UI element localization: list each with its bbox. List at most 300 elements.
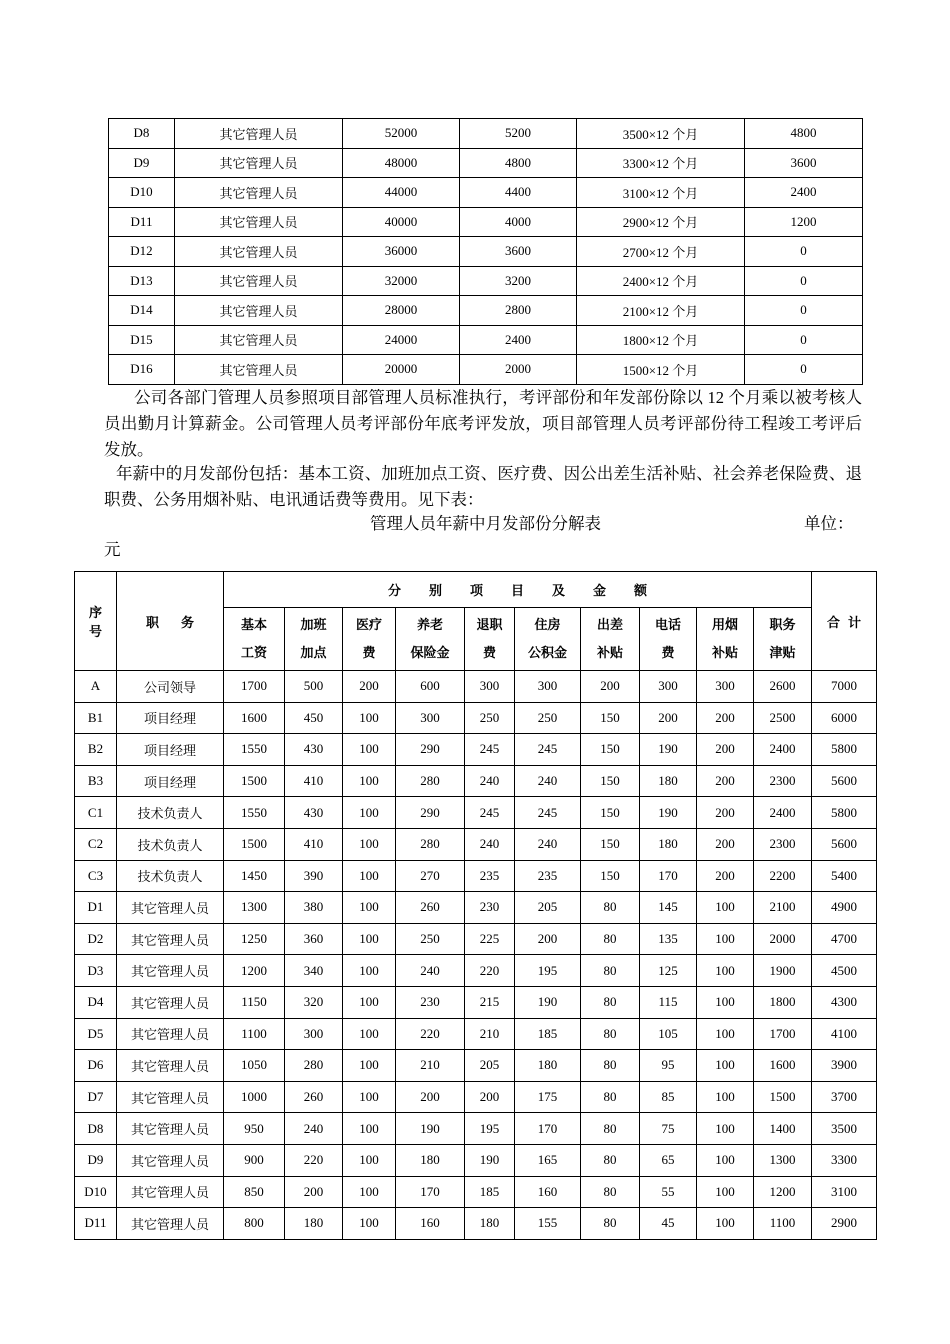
cell-amount: 100 <box>697 986 754 1018</box>
cell-amount: 245 <box>515 797 581 829</box>
cell-amount: 850 <box>224 1176 285 1208</box>
cell-role: 其它管理人员 <box>175 266 343 296</box>
cell-amount: 280 <box>396 765 465 797</box>
cell-amount: 100 <box>343 1081 396 1113</box>
cell-amount: 80 <box>581 986 640 1018</box>
cell-total: 4700 <box>812 923 877 955</box>
cell-code: C1 <box>75 797 117 829</box>
cell-amount: 200 <box>581 671 640 703</box>
header-total: 合计 <box>812 572 877 671</box>
header-item-line1: 退职 <box>476 617 503 632</box>
cell-amount: 245 <box>465 734 515 766</box>
header-item-line2: 公积金 <box>527 645 567 660</box>
cell-amount: 340 <box>285 955 343 987</box>
cell-code: B2 <box>75 734 117 766</box>
cell-code: D13 <box>109 266 175 296</box>
cell-amount: 100 <box>343 955 396 987</box>
cell-total: 5600 <box>812 828 877 860</box>
cell-amount: 380 <box>285 892 343 924</box>
cell-amount: 250 <box>396 923 465 955</box>
table-row <box>75 765 877 797</box>
cell-amount: 500 <box>285 671 343 703</box>
table-row <box>75 734 877 766</box>
cell-amount: 1550 <box>224 797 285 829</box>
header-item-line2: 费 <box>482 645 496 660</box>
table-row <box>75 1018 877 1050</box>
cell-amount: 250 <box>465 702 515 734</box>
cell-amount: 170 <box>396 1176 465 1208</box>
cell-amount: 240 <box>396 955 465 987</box>
cell-amount: 1500 <box>224 765 285 797</box>
cell-amount: 300 <box>465 671 515 703</box>
cell-amount: 100 <box>343 1113 396 1145</box>
cell-total: 4900 <box>812 892 877 924</box>
cell-amount: 1500 <box>754 1081 812 1113</box>
cell-monthly: 1500×12 个月 <box>577 355 745 385</box>
cell-assess: 3600 <box>460 237 577 267</box>
cell-amount: 200 <box>465 1081 515 1113</box>
header-item-line1: 住房 <box>534 617 561 632</box>
cell-amount: 100 <box>343 923 396 955</box>
cell-yearend: 0 <box>745 325 863 355</box>
cell-amount: 100 <box>697 955 754 987</box>
cell-annual: 20000 <box>343 355 460 385</box>
cell-amount: 125 <box>640 955 697 987</box>
cell-code: D12 <box>109 237 175 267</box>
paragraph-assessment-rules: 公司各部门管理人员参照项目部管理人员标准执行，考评部份和年发部份除以 12 个月乘以被考核人员出勤月计算薪金。公司管理人员考评部份年底考评发放，项目部管理人员考评部份待工程竣工考评后发放。 <box>104 388 862 459</box>
cell-role: 其它管理人员 <box>117 955 224 987</box>
cell-amount: 1100 <box>754 1208 812 1240</box>
cell-role: 项目经理 <box>117 702 224 734</box>
paragraph-monthly-components: 年薪中的月发部份包括：基本工资、加班加点工资、医疗费、因公出差生活补贴、社会养老保险费、退职费、公务用烟补贴、电讯通话费等费用。见下表： <box>104 464 862 509</box>
header-item-line1: 医疗 <box>355 617 382 632</box>
header-item-line2: 补贴 <box>711 645 738 660</box>
header-item-line2: 补贴 <box>596 645 623 660</box>
cell-code: D7 <box>75 1081 117 1113</box>
cell-amount: 205 <box>465 1050 515 1082</box>
table-row <box>75 1176 877 1208</box>
header-item <box>285 608 343 671</box>
header-item <box>640 608 697 671</box>
table-title: 管理人员年薪中月发部份分解表 <box>370 514 601 533</box>
cell-amount: 410 <box>285 765 343 797</box>
cell-amount: 280 <box>285 1050 343 1082</box>
cell-yearend: 0 <box>745 355 863 385</box>
cell-role: 其它管理人员 <box>117 1176 224 1208</box>
cell-amount: 100 <box>343 986 396 1018</box>
cell-amount: 300 <box>396 702 465 734</box>
cell-amount: 200 <box>697 734 754 766</box>
cell-amount: 1700 <box>754 1018 812 1050</box>
cell-amount: 100 <box>697 923 754 955</box>
cell-amount: 150 <box>581 702 640 734</box>
cell-amount: 205 <box>515 892 581 924</box>
cell-amount: 240 <box>465 828 515 860</box>
header-item-line1: 出差 <box>596 617 623 632</box>
cell-amount: 900 <box>224 1144 285 1176</box>
cell-amount: 600 <box>396 671 465 703</box>
cell-code: A <box>75 671 117 703</box>
cell-amount: 200 <box>396 1081 465 1113</box>
cell-amount: 1050 <box>224 1050 285 1082</box>
cell-amount: 1000 <box>224 1081 285 1113</box>
cell-total: 3900 <box>812 1050 877 1082</box>
cell-amount: 1200 <box>224 955 285 987</box>
cell-amount: 160 <box>515 1176 581 1208</box>
cell-monthly: 2400×12 个月 <box>577 266 745 296</box>
table-row <box>109 237 863 267</box>
cell-amount: 100 <box>343 828 396 860</box>
cell-amount: 200 <box>697 797 754 829</box>
cell-amount: 2300 <box>754 828 812 860</box>
table-row <box>75 702 877 734</box>
cell-amount: 180 <box>515 1050 581 1082</box>
cell-amount: 200 <box>697 702 754 734</box>
cell-amount: 1200 <box>754 1176 812 1208</box>
cell-role: 其它管理人员 <box>117 1208 224 1240</box>
cell-amount: 260 <box>285 1081 343 1113</box>
cell-monthly: 2700×12 个月 <box>577 237 745 267</box>
cell-amount: 280 <box>396 828 465 860</box>
header-seq: 序 号 <box>75 572 117 671</box>
cell-amount: 290 <box>396 797 465 829</box>
cell-amount: 200 <box>285 1176 343 1208</box>
cell-role: 技术负责人 <box>117 828 224 860</box>
cell-code: B1 <box>75 702 117 734</box>
cell-amount: 100 <box>343 1050 396 1082</box>
cell-role: 其它管理人员 <box>117 923 224 955</box>
cell-amount: 150 <box>581 797 640 829</box>
cell-total: 5800 <box>812 797 877 829</box>
cell-role: 公司领导 <box>117 671 224 703</box>
cell-amount: 200 <box>697 828 754 860</box>
table-row <box>109 119 863 149</box>
cell-monthly: 3500×12 个月 <box>577 119 745 149</box>
cell-amount: 245 <box>515 734 581 766</box>
cell-annual: 32000 <box>343 266 460 296</box>
cell-assess: 4000 <box>460 207 577 237</box>
cell-amount: 450 <box>285 702 343 734</box>
cell-total: 3300 <box>812 1144 877 1176</box>
cell-amount: 200 <box>640 702 697 734</box>
header-item-line2: 费 <box>661 645 675 660</box>
cell-amount: 1900 <box>754 955 812 987</box>
cell-code: D4 <box>75 986 117 1018</box>
cell-yearend: 1200 <box>745 207 863 237</box>
cell-amount: 135 <box>640 923 697 955</box>
cell-amount: 360 <box>285 923 343 955</box>
table-caption <box>104 511 854 537</box>
cell-code: D9 <box>75 1144 117 1176</box>
cell-yearend: 4800 <box>745 119 863 149</box>
cell-amount: 210 <box>396 1050 465 1082</box>
cell-amount: 145 <box>640 892 697 924</box>
salary-continuation-table <box>108 118 863 385</box>
table-row <box>109 266 863 296</box>
cell-role: 其它管理人员 <box>117 1050 224 1082</box>
cell-role: 其它管理人员 <box>117 1144 224 1176</box>
cell-amount: 320 <box>285 986 343 1018</box>
cell-amount: 100 <box>697 1018 754 1050</box>
cell-amount: 430 <box>285 797 343 829</box>
table-row <box>109 325 863 355</box>
unit-value: 元 <box>104 540 121 559</box>
cell-total: 2900 <box>812 1208 877 1240</box>
cell-amount: 1600 <box>754 1050 812 1082</box>
header-item-line1: 职务 <box>769 617 796 632</box>
cell-amount: 2100 <box>754 892 812 924</box>
cell-amount: 2600 <box>754 671 812 703</box>
cell-role: 其它管理人员 <box>175 325 343 355</box>
header-item-line2: 保险金 <box>410 645 450 660</box>
cell-amount: 175 <box>515 1081 581 1113</box>
cell-amount: 220 <box>285 1144 343 1176</box>
cell-code: D5 <box>75 1018 117 1050</box>
cell-amount: 150 <box>581 828 640 860</box>
cell-amount: 240 <box>515 828 581 860</box>
cell-assess: 4800 <box>460 148 577 178</box>
cell-amount: 55 <box>640 1176 697 1208</box>
cell-assess: 2400 <box>460 325 577 355</box>
cell-amount: 185 <box>465 1176 515 1208</box>
cell-role: 技术负责人 <box>117 860 224 892</box>
cell-amount: 105 <box>640 1018 697 1050</box>
cell-amount: 190 <box>465 1144 515 1176</box>
cell-amount: 100 <box>697 892 754 924</box>
cell-assess: 2000 <box>460 355 577 385</box>
cell-code: C2 <box>75 828 117 860</box>
cell-code: D9 <box>109 148 175 178</box>
cell-amount: 1250 <box>224 923 285 955</box>
cell-amount: 80 <box>581 923 640 955</box>
cell-amount: 170 <box>515 1113 581 1145</box>
cell-amount: 180 <box>396 1144 465 1176</box>
cell-amount: 100 <box>343 1176 396 1208</box>
cell-role: 其它管理人员 <box>175 355 343 385</box>
cell-amount: 1300 <box>754 1144 812 1176</box>
table-row <box>75 986 877 1018</box>
cell-amount: 1300 <box>224 892 285 924</box>
header-item <box>754 608 812 671</box>
header-item-line2: 津贴 <box>769 645 796 660</box>
cell-code: D16 <box>109 355 175 385</box>
table-row <box>109 178 863 208</box>
cell-amount: 1600 <box>224 702 285 734</box>
cell-total: 5600 <box>812 765 877 797</box>
cell-monthly: 1800×12 个月 <box>577 325 745 355</box>
cell-amount: 390 <box>285 860 343 892</box>
table-row <box>75 923 877 955</box>
cell-code: D10 <box>109 178 175 208</box>
cell-code: D8 <box>75 1113 117 1145</box>
table-row <box>109 148 863 178</box>
cell-amount: 250 <box>515 702 581 734</box>
cell-role: 其它管理人员 <box>117 986 224 1018</box>
cell-amount: 75 <box>640 1113 697 1145</box>
header-item <box>465 608 515 671</box>
cell-amount: 1700 <box>224 671 285 703</box>
cell-amount: 80 <box>581 955 640 987</box>
cell-monthly: 3100×12 个月 <box>577 178 745 208</box>
cell-total: 6000 <box>812 702 877 734</box>
cell-amount: 235 <box>515 860 581 892</box>
cell-monthly: 2900×12 个月 <box>577 207 745 237</box>
cell-annual: 44000 <box>343 178 460 208</box>
cell-amount: 100 <box>343 860 396 892</box>
cell-amount: 1500 <box>224 828 285 860</box>
cell-annual: 40000 <box>343 207 460 237</box>
cell-code: C3 <box>75 860 117 892</box>
cell-role: 其它管理人员 <box>175 178 343 208</box>
cell-amount: 100 <box>343 734 396 766</box>
table-row <box>75 1113 877 1145</box>
cell-amount: 150 <box>581 734 640 766</box>
cell-amount: 180 <box>465 1208 515 1240</box>
header-item-line2: 加点 <box>300 645 327 660</box>
unit-label: 单位： <box>804 514 854 533</box>
cell-amount: 85 <box>640 1081 697 1113</box>
cell-amount: 180 <box>285 1208 343 1240</box>
cell-amount: 100 <box>343 702 396 734</box>
header-item <box>224 608 285 671</box>
cell-total: 3700 <box>812 1081 877 1113</box>
cell-yearend: 0 <box>745 296 863 326</box>
cell-amount: 1800 <box>754 986 812 1018</box>
cell-amount: 155 <box>515 1208 581 1240</box>
cell-total: 5400 <box>812 860 877 892</box>
cell-amount: 100 <box>343 1144 396 1176</box>
cell-role: 其它管理人员 <box>175 119 343 149</box>
cell-role: 其它管理人员 <box>175 296 343 326</box>
cell-code: D15 <box>109 325 175 355</box>
cell-role: 项目经理 <box>117 734 224 766</box>
header-item-line1: 用烟 <box>711 617 738 632</box>
cell-code: D3 <box>75 955 117 987</box>
table-row <box>109 355 863 385</box>
cell-amount: 240 <box>515 765 581 797</box>
cell-amount: 210 <box>465 1018 515 1050</box>
cell-amount: 80 <box>581 892 640 924</box>
header-item <box>343 608 396 671</box>
cell-role: 其它管理人员 <box>175 237 343 267</box>
cell-amount: 430 <box>285 734 343 766</box>
monthly-breakdown-table <box>74 571 877 1240</box>
cell-amount: 1550 <box>224 734 285 766</box>
cell-amount: 100 <box>697 1050 754 1082</box>
table-row <box>75 671 877 703</box>
header-item-line2: 费 <box>362 645 376 660</box>
cell-amount: 185 <box>515 1018 581 1050</box>
cell-amount: 100 <box>343 1208 396 1240</box>
header-item <box>396 608 465 671</box>
cell-amount: 200 <box>515 923 581 955</box>
cell-code: D10 <box>75 1176 117 1208</box>
cell-amount: 240 <box>285 1113 343 1145</box>
cell-amount: 1100 <box>224 1018 285 1050</box>
cell-total: 3100 <box>812 1176 877 1208</box>
cell-amount: 220 <box>465 955 515 987</box>
cell-amount: 300 <box>640 671 697 703</box>
cell-amount: 2400 <box>754 734 812 766</box>
table-row <box>109 207 863 237</box>
cell-amount: 65 <box>640 1144 697 1176</box>
cell-amount: 150 <box>581 765 640 797</box>
cell-code: D11 <box>109 207 175 237</box>
cell-amount: 190 <box>396 1113 465 1145</box>
cell-amount: 190 <box>515 986 581 1018</box>
cell-amount: 270 <box>396 860 465 892</box>
header-item <box>581 608 640 671</box>
cell-amount: 80 <box>581 1113 640 1145</box>
cell-amount: 195 <box>515 955 581 987</box>
cell-code: D11 <box>75 1208 117 1240</box>
cell-amount: 240 <box>465 765 515 797</box>
table-row <box>75 797 877 829</box>
cell-amount: 180 <box>640 828 697 860</box>
cell-amount: 80 <box>581 1144 640 1176</box>
cell-yearend: 0 <box>745 266 863 296</box>
cell-amount: 235 <box>465 860 515 892</box>
cell-amount: 100 <box>343 892 396 924</box>
cell-role: 其它管理人员 <box>175 207 343 237</box>
cell-amount: 100 <box>343 797 396 829</box>
cell-amount: 45 <box>640 1208 697 1240</box>
cell-total: 3500 <box>812 1113 877 1145</box>
cell-monthly: 2100×12 个月 <box>577 296 745 326</box>
cell-assess: 3200 <box>460 266 577 296</box>
cell-assess: 5200 <box>460 119 577 149</box>
cell-amount: 410 <box>285 828 343 860</box>
cell-amount: 2200 <box>754 860 812 892</box>
cell-amount: 180 <box>640 765 697 797</box>
cell-amount: 160 <box>396 1208 465 1240</box>
cell-amount: 220 <box>396 1018 465 1050</box>
cell-amount: 300 <box>697 671 754 703</box>
cell-amount: 80 <box>581 1208 640 1240</box>
table-row <box>75 892 877 924</box>
cell-amount: 800 <box>224 1208 285 1240</box>
cell-amount: 190 <box>640 797 697 829</box>
cell-yearend: 3600 <box>745 148 863 178</box>
cell-amount: 165 <box>515 1144 581 1176</box>
header-item <box>515 608 581 671</box>
cell-annual: 24000 <box>343 325 460 355</box>
cell-monthly: 3300×12 个月 <box>577 148 745 178</box>
cell-yearend: 0 <box>745 237 863 267</box>
cell-role: 技术负责人 <box>117 797 224 829</box>
cell-amount: 80 <box>581 1176 640 1208</box>
cell-amount: 80 <box>581 1050 640 1082</box>
cell-total: 4300 <box>812 986 877 1018</box>
table-row <box>109 296 863 326</box>
cell-amount: 950 <box>224 1113 285 1145</box>
cell-total: 4500 <box>812 955 877 987</box>
cell-assess: 2800 <box>460 296 577 326</box>
cell-code: D6 <box>75 1050 117 1082</box>
cell-role: 其它管理人员 <box>175 148 343 178</box>
cell-amount: 290 <box>396 734 465 766</box>
cell-amount: 1150 <box>224 986 285 1018</box>
table-row <box>75 1208 877 1240</box>
table-row <box>75 1144 877 1176</box>
cell-role: 其它管理人员 <box>117 892 224 924</box>
cell-amount: 245 <box>465 797 515 829</box>
cell-code: D14 <box>109 296 175 326</box>
header-item-line2: 工资 <box>240 645 267 660</box>
cell-amount: 225 <box>465 923 515 955</box>
cell-amount: 260 <box>396 892 465 924</box>
cell-annual: 48000 <box>343 148 460 178</box>
